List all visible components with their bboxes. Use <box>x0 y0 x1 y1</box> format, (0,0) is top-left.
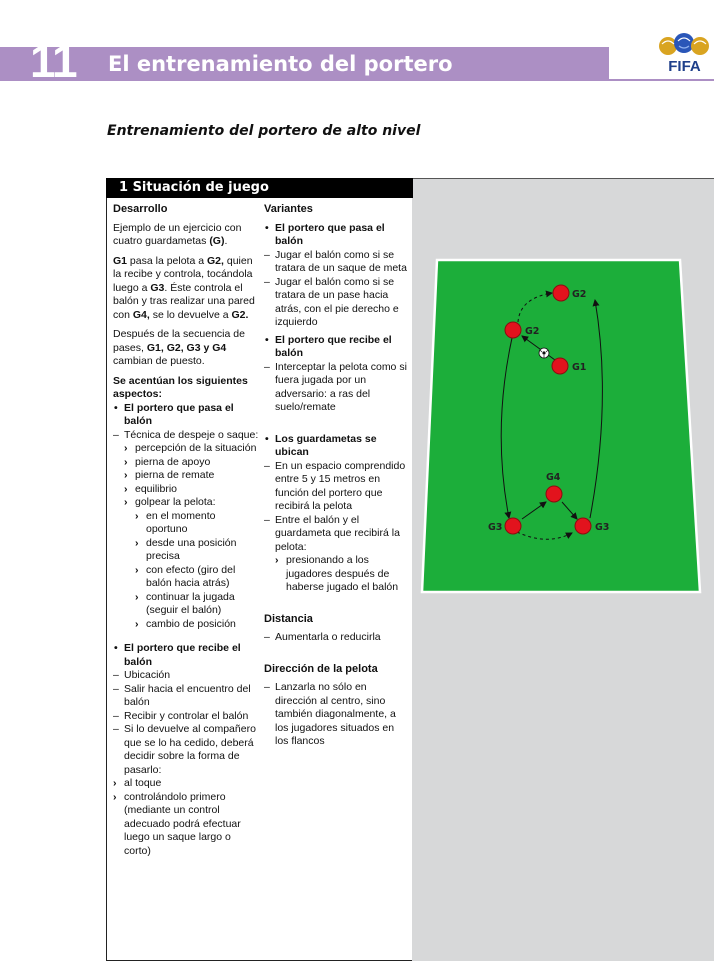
player-g4 <box>546 486 562 502</box>
header-rule <box>609 79 714 81</box>
aspects-heading <box>113 375 259 402</box>
list-item: › golpear la pelota: <box>124 496 259 510</box>
variant-receiver-title <box>264 334 409 361</box>
section-subtitle: Entrenamiento del portero de alto nivel <box>107 123 421 139</box>
paragraph-text: . Éste controla el balón y tras realizar una pared con <box>113 281 255 321</box>
intro-bold: (G) <box>209 235 225 247</box>
development-heading: Desarrollo <box>113 203 168 215</box>
ball-icon <box>539 348 549 358</box>
rotation-bold: G1, G2, G3 y G4 <box>146 341 227 354</box>
rotation-paragraph <box>113 328 259 369</box>
variants-heading: Variantes <box>264 203 313 215</box>
spacer <box>113 631 259 642</box>
intro-end: . <box>224 235 228 247</box>
player-g3-right <box>575 518 591 534</box>
variant-passer-title-text: El portero que pasa el balón <box>275 221 385 247</box>
variant-passer-title <box>264 222 409 249</box>
player-g1 <box>552 358 568 374</box>
player-g2-top <box>553 285 569 301</box>
chapter-title: El entrenamiento del portero <box>108 52 453 76</box>
receiver-dash: – Ubicación <box>113 669 259 683</box>
list-item: › percepción de la situación <box>124 442 259 456</box>
pass-sequence-paragraph <box>113 255 259 323</box>
label-g1: G1 <box>572 362 587 373</box>
sub-list-item: › desde una posición precisa <box>135 537 259 564</box>
variant-dash: – Jugar el balón como si se tratara de un saque de meta <box>264 249 409 276</box>
list-item: › controlándolo primero (mediante un control adecuado podrá efectuar luego un saque largo o corto) <box>113 791 259 859</box>
pitch <box>422 260 700 592</box>
keepers-dash: – Entre el balón y el guardameta que recibirá la pelota: <box>264 514 409 555</box>
label-g2-top: G2 <box>572 289 587 300</box>
paragraph-text: se lo devuelve a <box>149 308 232 321</box>
intro-text: Ejemplo de un ejercicio con cuatro guardametas <box>113 221 242 247</box>
player-ref: G4, <box>132 308 150 321</box>
label-g4: G4 <box>546 472 561 483</box>
label-g3-left: G3 <box>488 522 503 533</box>
passer-title-text: El portero que pasa el balón <box>124 401 234 427</box>
receiver-dash: – Recibir y controlar el balón <box>113 710 259 724</box>
field-svg <box>412 240 714 600</box>
label-g2: G2 <box>525 326 540 337</box>
variants-column <box>264 203 409 749</box>
player-ref: G2, <box>207 254 224 267</box>
keepers-dash: – En un espacio comprendido entre 5 y 15 metros en función del portero que recibirá la pelota <box>264 460 409 514</box>
direction-heading: Dirección de la pelota <box>264 662 378 675</box>
passer-title <box>113 402 259 429</box>
globe-icon <box>657 30 712 60</box>
exercise-title <box>106 178 413 198</box>
sub-list-item: › cambio de posición <box>135 618 259 632</box>
label-g3-right: G3 <box>595 522 610 533</box>
list-item: › equilibrio <box>124 483 259 497</box>
chapter-number: 11 <box>30 35 77 87</box>
exercise-title-text: 1 Situación de juego <box>119 180 269 195</box>
receiver-dash: – Salir hacia el encuentro del balón <box>113 683 259 710</box>
keepers-title <box>264 433 409 460</box>
receiver-title <box>113 642 259 669</box>
variant-dash: – Jugar el balón como si se tratara de un pase hacia atrás, con el pie derecho e izquierdo <box>264 276 409 330</box>
fifa-logo <box>657 30 712 78</box>
list-item: › pierna de apoyo <box>124 456 259 470</box>
player-g2 <box>505 322 521 338</box>
player-ref: G3 <box>150 281 165 294</box>
list-item: › pierna de remate <box>124 469 259 483</box>
list-item: › al toque <box>113 777 259 791</box>
paragraph-text: pasa la pelota a <box>127 254 207 267</box>
keepers-title-text: Los guardametas se ubican <box>275 432 377 458</box>
player-ref: G1 <box>113 254 128 267</box>
variant-dash: – Interceptar la pelota como si fuera jugada por un adversario: a ras del suelo/remate <box>264 361 409 415</box>
direction-dash: – Lanzarla no sólo en dirección al centro, sino también diagonalmente, a los jugadores situados en los flancos <box>264 681 409 749</box>
player-g3-left <box>505 518 521 534</box>
distance-heading: Distancia <box>264 612 313 625</box>
passer-dash: – Técnica de despeje o saque: <box>113 429 259 443</box>
variant-receiver-title-text: El portero que recibe el balón <box>275 333 392 359</box>
development-column <box>113 203 259 858</box>
logo-wordmark: FIFA <box>668 58 701 75</box>
spacer <box>264 415 409 433</box>
receiver-dash: – Si lo devuelve al compañero que se lo ha cedido, deberá decidir sobre la forma de pasarlo: <box>113 723 259 777</box>
aspects-heading-text: Se acentúan los siguientes aspectos: <box>113 374 248 400</box>
rotation-end: cambian de puesto. <box>113 355 205 367</box>
sub-list-item: › en el momento oportuno <box>135 510 259 537</box>
sub-list-item: › con efecto (giro del balón hacia atrás) <box>135 564 259 591</box>
receiver-title-text: El portero que recibe el balón <box>124 642 241 668</box>
rotation-text: Después de la secuencia de pases, <box>113 328 245 354</box>
player-ref: G2. <box>231 308 249 321</box>
training-diagram <box>412 240 714 600</box>
distance-dash: – Aumentarla o reducirla <box>264 631 409 645</box>
list-item: › presionando a los jugadores después de haberse jugado el balón <box>275 554 409 595</box>
paragraph-text: quien la recibe y controla, tocándola luego a <box>113 254 253 294</box>
sub-list-item: › continuar la jugada (seguir el balón) <box>135 591 259 618</box>
intro-paragraph <box>113 222 259 249</box>
